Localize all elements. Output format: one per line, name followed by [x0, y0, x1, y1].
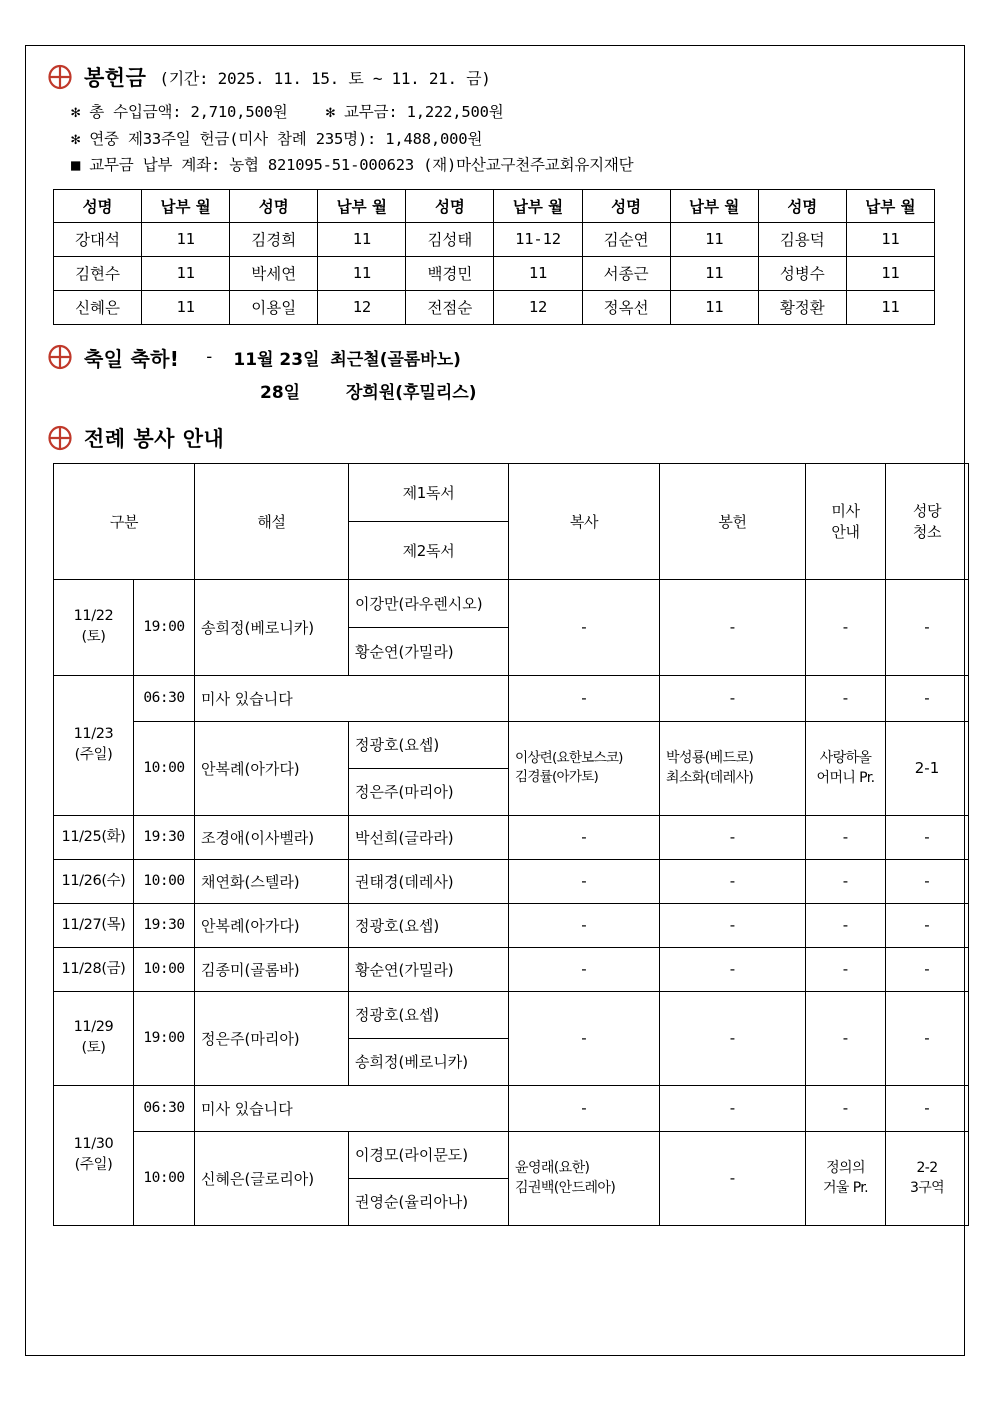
contributor-name: 황정환: [758, 290, 846, 324]
row-reading1: 권태경(데레사): [349, 859, 509, 903]
row-reading1: 박선희(글라라): [349, 815, 509, 859]
table-row: [54, 991, 969, 1038]
contributor-name: 전점순: [406, 290, 494, 324]
row-date: [54, 1085, 134, 1225]
offering-table-header-row: [54, 189, 935, 222]
liturgy-heading-row: [25, 423, 965, 453]
row-cleaning: 2-1: [886, 721, 969, 815]
row-commentary: 신혜은(글로리아): [195, 1131, 349, 1225]
row-date-line2: (토): [81, 629, 106, 646]
header-month-4: 납부 월: [670, 189, 758, 222]
contributor-month: 12: [318, 290, 406, 324]
row-note-early: 미사 있습니다: [195, 1085, 509, 1131]
row-commentary: 채연화(스텔라): [195, 859, 349, 903]
row-date-line1: 11/23: [73, 726, 114, 743]
contributor-name: 박세연: [230, 256, 318, 290]
contributor-name: 정옥선: [582, 290, 670, 324]
row-date-line1: 11/22: [73, 608, 114, 625]
header-name-3: 성명: [406, 189, 494, 222]
row-offering-early: -: [660, 675, 806, 721]
row-mass-guide-line2: 거울 Pr.: [823, 1180, 869, 1197]
header-month-1: 납부 월: [142, 189, 230, 222]
row-date-line2: (주일): [74, 1157, 113, 1174]
row-offering-line1: 박성룡(베드로): [666, 750, 754, 767]
row-server: [509, 721, 660, 815]
row-mass-guide-line1: 사랑하올: [819, 750, 872, 767]
row-time-early: 06:30: [134, 675, 195, 721]
row-time: 10:00: [134, 1131, 195, 1225]
contributor-name: 신혜은: [54, 290, 142, 324]
offering-account-line: ■ 교무금 납부 계좌: 농협 821095-51-000623 (재)마산교구천주교회유지재단: [71, 156, 634, 175]
row-offering-early: -: [660, 1085, 806, 1131]
row-server-early: -: [509, 675, 660, 721]
feast-section: [25, 343, 965, 403]
row-commentary: 김종미(골롬바): [195, 947, 349, 991]
row-note-early: 미사 있습니다: [195, 675, 509, 721]
row-offering: -: [660, 815, 806, 859]
row-time: 19:00: [134, 579, 195, 675]
row-mass-guide-early: -: [806, 675, 886, 721]
contributor-name: 서종근: [582, 256, 670, 290]
contributor-month: 11: [846, 222, 934, 256]
contributor-name: 이용일: [230, 290, 318, 324]
header-month-3: 납부 월: [494, 189, 582, 222]
offering-title: 봉헌금: [84, 66, 147, 90]
row-reading2: 권영순(율리아나): [349, 1178, 509, 1225]
header-name-5: 성명: [758, 189, 846, 222]
feast-name-2: 장희원(후밀리스): [346, 382, 477, 403]
row-mass-guide: -: [806, 947, 886, 991]
contributor-month: 11: [142, 290, 230, 324]
contributor-month: 12: [494, 290, 582, 324]
row-reading1: 이강만(라우렌시오): [349, 579, 509, 627]
row-mass-guide: -: [806, 859, 886, 903]
offering-sunday-line: ✻ 연중 제33주일 헌금(미사 참례 235명): 1,488,000원: [71, 129, 483, 148]
liturgy-title: 전례 봉사 안내: [84, 426, 225, 451]
contributor-name: 강대석: [54, 222, 142, 256]
row-mass-guide: -: [806, 903, 886, 947]
contributor-name: 김순연: [582, 222, 670, 256]
row-cleaning-line2: 3구역: [909, 1180, 945, 1197]
contributor-month: 11: [846, 256, 934, 290]
table-row: [54, 815, 969, 859]
row-time: 10:00: [134, 947, 195, 991]
header-commentary: 해설: [195, 463, 349, 579]
contributor-month: 11-12: [494, 222, 582, 256]
row-reading1: 정광호(요셉): [349, 991, 509, 1038]
row-offering: -: [660, 859, 806, 903]
row-server-line2: 김권백(안드레아): [515, 1180, 616, 1197]
row-server: -: [509, 991, 660, 1085]
offering-total-amount: ✻ 총 수입금액: 2,710,500원: [71, 103, 288, 121]
header-division: 구분: [54, 463, 195, 579]
row-date-line1: 11/29: [73, 1019, 114, 1036]
row-reading1: 황순연(가밀라): [349, 947, 509, 991]
contributor-name: 김성태: [406, 222, 494, 256]
row-time: 19:30: [134, 903, 195, 947]
liturgy-header-row: [54, 463, 969, 521]
row-cleaning-early: -: [886, 675, 969, 721]
row-date-line1: 11/30: [73, 1136, 114, 1153]
row-offering-line2: 최소화(데레사): [666, 770, 754, 787]
row-mass-guide: [806, 1131, 886, 1225]
row-server-early: -: [509, 1085, 660, 1131]
contributor-name: 성병수: [758, 256, 846, 290]
offering-contributors-table: [53, 189, 935, 325]
feast-dash: -: [204, 347, 215, 368]
contributor-month: 11: [670, 290, 758, 324]
row-commentary: 정은주(마리아): [195, 991, 349, 1085]
row-server: -: [509, 903, 660, 947]
header-name-1: 성명: [54, 189, 142, 222]
row-date: [54, 675, 134, 815]
table-row: [54, 1085, 969, 1131]
row-reading1: 이경모(라이문도): [349, 1131, 509, 1178]
header-month-2: 납부 월: [318, 189, 406, 222]
row-server: -: [509, 579, 660, 675]
row-cleaning: -: [886, 815, 969, 859]
row-cleaning-line1: 2-2: [916, 1160, 938, 1177]
row-date: 11/28(금): [54, 947, 134, 991]
table-row: [54, 721, 969, 768]
row-date: [54, 579, 134, 675]
cross-icon: [47, 344, 73, 370]
contributor-name: 백경민: [406, 256, 494, 290]
contributor-name: 김현수: [54, 256, 142, 290]
row-cleaning-early: -: [886, 1085, 969, 1131]
table-row: [54, 947, 969, 991]
contributor-month: 11: [494, 256, 582, 290]
cross-icon: [47, 64, 73, 90]
offering-dues-amount: ✻ 교무금: 1,222,500원: [325, 103, 504, 121]
row-mass-guide: -: [806, 579, 886, 675]
feast-heading-row: [47, 343, 965, 372]
contributor-month: 11: [142, 222, 230, 256]
row-offering: -: [660, 903, 806, 947]
row-server-line1: 이상련(요한보스코): [515, 749, 623, 766]
row-server: -: [509, 859, 660, 903]
offering-section: [25, 62, 965, 325]
contributor-month: 11: [142, 256, 230, 290]
row-offering: -: [660, 947, 806, 991]
header-cleaning-line1: 성당: [912, 502, 942, 521]
table-row: [54, 256, 935, 290]
row-cleaning: -: [886, 579, 969, 675]
row-offering: -: [660, 579, 806, 675]
header-offering: 봉헌: [660, 463, 806, 579]
row-commentary: 안복례(아가다): [195, 903, 349, 947]
row-server: [509, 1131, 660, 1225]
row-date: [54, 991, 134, 1085]
header-reading1: 제1독서: [349, 463, 509, 521]
row-commentary: 조경애(이사벨라): [195, 815, 349, 859]
contributor-month: 11: [846, 290, 934, 324]
offering-heading-row: [25, 62, 965, 92]
table-row: [54, 579, 969, 627]
row-cleaning: -: [886, 903, 969, 947]
header-month-5: 납부 월: [846, 189, 934, 222]
table-row: [54, 859, 969, 903]
table-row: [54, 222, 935, 256]
header-reading2: 제2독서: [349, 521, 509, 579]
feast-date-1: 11월 23일: [233, 349, 320, 370]
row-server-line2: 김경률(아가토): [515, 769, 599, 786]
row-cleaning: -: [886, 859, 969, 903]
row-mass-guide: -: [806, 815, 886, 859]
row-reading1: 정광호(요셉): [349, 721, 509, 768]
row-mass-guide-line2: 어머니 Pr.: [816, 770, 875, 787]
row-offering: -: [660, 991, 806, 1085]
liturgy-section: [25, 423, 965, 1226]
row-server-line1: 윤영래(요한): [515, 1160, 590, 1177]
row-time: 19:30: [134, 815, 195, 859]
offering-period: (기간: 2025. 11. 15. 토 ~ 11. 21. 금): [159, 68, 491, 88]
row-server: -: [509, 815, 660, 859]
table-row: [54, 1131, 969, 1178]
row-date: 11/25(화): [54, 815, 134, 859]
row-time: 10:00: [134, 859, 195, 903]
contributor-month: 11: [670, 256, 758, 290]
row-cleaning: -: [886, 947, 969, 991]
feast-title: 축일 축하!: [84, 346, 180, 371]
header-cleaning-line2: 청소: [912, 523, 942, 542]
contributor-name: 김경희: [230, 222, 318, 256]
row-mass-guide: [806, 721, 886, 815]
row-date: 11/26(수): [54, 859, 134, 903]
feast-entry-row-2: [47, 378, 965, 403]
header-name-2: 성명: [230, 189, 318, 222]
offering-total-line: [71, 99, 965, 126]
row-mass-guide-early: -: [806, 1085, 886, 1131]
header-mass-guide-line1: 미사: [831, 502, 860, 521]
table-row: [54, 675, 969, 721]
row-date: 11/27(목): [54, 903, 134, 947]
row-reading2: 송희정(베로니카): [349, 1038, 509, 1085]
contributor-month: 11: [670, 222, 758, 256]
row-reading2: 황순연(가밀라): [349, 627, 509, 675]
row-reading2: 정은주(마리아): [349, 768, 509, 815]
offering-summary-lines: [25, 99, 965, 179]
row-time: 19:00: [134, 991, 195, 1085]
header-server: 복사: [509, 463, 660, 579]
table-row: [54, 903, 969, 947]
liturgy-service-table: [53, 463, 969, 1226]
row-reading1: 정광호(요셉): [349, 903, 509, 947]
contributor-month: 11: [318, 222, 406, 256]
row-mass-guide-line1: 정의의: [826, 1160, 865, 1177]
row-commentary: 송희정(베로니카): [195, 579, 349, 675]
feast-date-2: 28일: [260, 382, 301, 403]
row-date-line2: (주일): [74, 747, 113, 764]
row-cleaning: [886, 1131, 969, 1225]
header-mass-guide: [806, 463, 886, 579]
row-offering: -: [660, 1131, 806, 1225]
row-time: 10:00: [134, 721, 195, 815]
cross-icon: [47, 425, 73, 451]
contributor-name: 김용덕: [758, 222, 846, 256]
header-mass-guide-line2: 안내: [831, 523, 860, 542]
row-date-line2: (토): [81, 1040, 106, 1057]
row-time-early: 06:30: [134, 1085, 195, 1131]
row-commentary: 안복례(아가다): [195, 721, 349, 815]
contributor-month: 11: [318, 256, 406, 290]
feast-name-1: 최근철(골롬바노): [330, 349, 461, 370]
row-offering: [660, 721, 806, 815]
row-cleaning: -: [886, 991, 969, 1085]
row-mass-guide: -: [806, 991, 886, 1085]
header-name-4: 성명: [582, 189, 670, 222]
row-server: -: [509, 947, 660, 991]
table-row: [54, 290, 935, 324]
header-cleaning: [886, 463, 969, 579]
